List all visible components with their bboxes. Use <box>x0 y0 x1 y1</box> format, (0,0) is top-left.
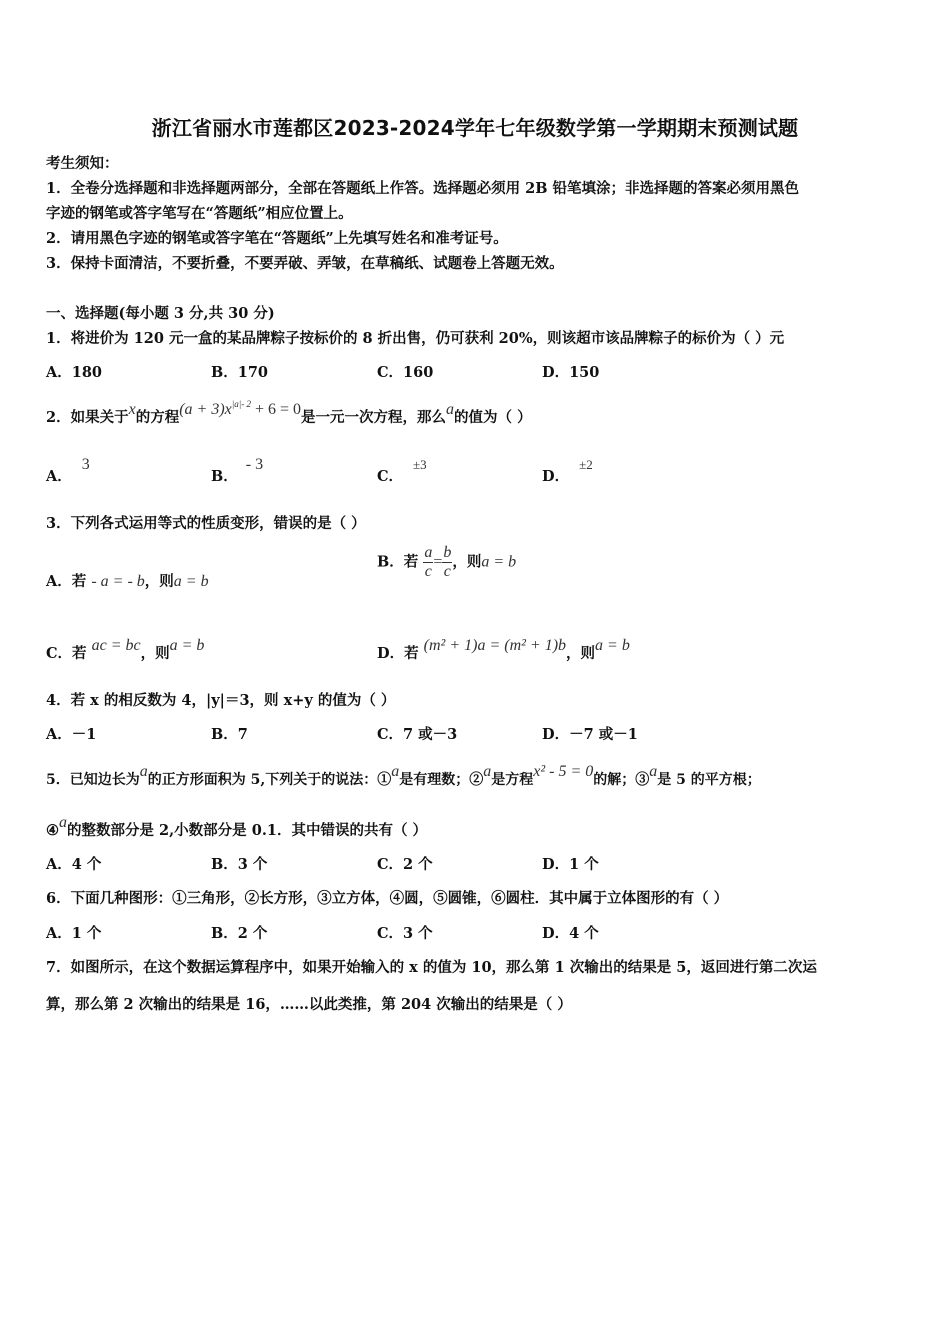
q5-var-a: a <box>483 763 492 780</box>
q3-option-c <box>46 637 205 663</box>
q5-text: 是 5 的平方根； <box>657 772 761 788</box>
q3-text: ，则 <box>144 573 174 590</box>
q3-text: ，则 <box>140 645 170 662</box>
q3-option-a <box>46 570 209 591</box>
q6-option-b: B．2 个 <box>211 925 268 942</box>
q2-option-value: ±3 <box>413 457 427 472</box>
question-7: 7．如图所示，在这个数据运算程序中，如果开始输入的 x 的值为 10，那么第 1 次输出的结果是 5，返回进行第二次运 <box>46 959 817 976</box>
q2-option-value: - 3 <box>245 456 264 473</box>
q3-option-d <box>377 637 630 663</box>
q2-option-b <box>211 456 264 486</box>
q3-option-label: D．若 <box>377 645 419 662</box>
q4-option-b: B．7 <box>211 726 248 743</box>
q2-option-value: 3 <box>81 456 90 473</box>
q3-text: ，则 <box>566 645 596 662</box>
q3-d-result: a = b <box>595 637 630 654</box>
q1-option-a: A．180 <box>46 364 103 381</box>
question-5 <box>46 763 761 789</box>
q3-b-equals: = <box>433 553 443 571</box>
q5-text: 5．已知边长为 <box>46 772 140 788</box>
q5-var-a: a <box>649 763 658 780</box>
question-1: 1．将进价为 120 元一盒的某品牌粽子按标价的 8 折出售，仍可获利 20%，则该超市该品牌粽子的标价为（ ）元 <box>46 330 785 347</box>
notice-item: 2．请用黑色字迹的钢笔或答字笔在“答题纸”上先填写姓名和准考证号。 <box>46 230 508 247</box>
q2-var-a: a <box>446 401 455 418</box>
notice-item: 字迹的钢笔或答字笔写在“答题纸”相应位置上。 <box>46 205 353 222</box>
notice-item: 3．保持卡面清洁，不要折叠，不要弄破、弄皱，在草稿纸、试题卷上答题无效。 <box>46 255 564 272</box>
q5-var-a: a <box>139 763 148 780</box>
q2-option-label: D． <box>542 468 570 485</box>
section-heading: 一、选择题(每小题 3 分,共 30 分) <box>46 305 275 322</box>
question-5-cont <box>46 814 428 840</box>
fraction-denominator: c <box>443 563 451 580</box>
q3-b-result: a = b <box>481 553 517 571</box>
q4-option-a: A．－1 <box>46 726 97 743</box>
fraction-numerator: b <box>443 544 452 561</box>
q6-option-c: C．3 个 <box>377 925 433 942</box>
q2-equation <box>179 401 301 418</box>
q3-option-b <box>377 544 516 581</box>
q2-option-label: C． <box>377 468 404 485</box>
q5-text: ④ <box>46 822 59 839</box>
q6-option-a: A．1 个 <box>46 925 102 942</box>
question-7-cont: 算，那么第 2 次输出的结果是 16，……以此类推，第 204 次输出的结果是（ ） <box>46 996 572 1013</box>
q1-option-c: C．160 <box>377 364 434 381</box>
q3-b-fraction <box>423 544 433 581</box>
q5-option-a: A．4 个 <box>46 856 102 873</box>
q6-option-d: D．4 个 <box>542 925 599 942</box>
q5-text: 的整数部分是 2,小数部分是 0.1．其中错误的共有（ ） <box>67 822 428 839</box>
q3-c-result: a = b <box>169 637 205 654</box>
q3-text: ，则 <box>452 553 482 571</box>
fraction-numerator: a <box>424 544 433 561</box>
q2-option-a <box>46 456 90 486</box>
question-3: 3．下列各式运用等式的性质变形，错误的是（ ） <box>46 515 366 532</box>
q3-b-fraction <box>442 544 452 581</box>
q2-eq-left: (a + 3)x <box>179 401 232 418</box>
fraction-denominator: c <box>424 563 432 580</box>
question-6: 6．下面几种图形：①三角形，②长方形，③立方体，④圆，⑤圆锥，⑥圆柱．其中属于立体图形的有（ ） <box>46 890 729 907</box>
q5-option-c: C．2 个 <box>377 856 433 873</box>
q3-option-label: A．若 <box>46 573 87 590</box>
q3-option-label: B．若 <box>377 553 419 571</box>
q2-option-d <box>542 457 593 486</box>
q2-eq-exponent: |a|- 2 <box>231 399 251 409</box>
q5-equation: x² - 5 = 0 <box>533 763 594 780</box>
q5-text: 的解；③ <box>593 772 650 788</box>
q3-option-label: C．若 <box>46 645 87 662</box>
question-4: 4．若 x 的相反数为 4，|y|＝3，则 x+y 的值为（ ） <box>46 692 396 709</box>
q1-option-d: D．150 <box>542 364 600 381</box>
q4-option-c: C．7 或－3 <box>377 726 458 743</box>
q5-text: 是方程 <box>491 772 534 788</box>
q2-text: 的方程 <box>135 409 180 426</box>
q2-eq-right: + 6 = 0 <box>250 401 302 418</box>
q3-a-expr: - a = - b <box>91 573 145 590</box>
q2-text: 的值为（ ） <box>454 409 532 426</box>
notice-item: 1．全卷分选择题和非选择题两部分，全部在答题纸上作答。选择题必须用 2B 铅笔填涂；非选择题的答案必须用黑色 <box>46 180 800 197</box>
q5-option-d: D．1 个 <box>542 856 599 873</box>
q2-option-label: A． <box>46 468 72 485</box>
q4-option-d: D．－7 或－1 <box>542 726 638 743</box>
q5-text: 的正方形面积为 5,下列关于的说法：① <box>147 772 392 788</box>
q1-option-b: B．170 <box>211 364 269 381</box>
q3-c-expr: ac = bc <box>91 637 141 654</box>
notice-heading: 考生须知： <box>46 155 119 172</box>
q5-option-b: B．3 个 <box>211 856 268 873</box>
q5-var-a: a <box>59 814 67 831</box>
q2-option-label: B． <box>211 468 238 485</box>
q5-var-a: a <box>391 763 400 780</box>
q2-option-value: ±2 <box>579 457 593 472</box>
question-2 <box>46 399 532 427</box>
page-title: 浙江省丽水市莲都区2023-2024学年七年级数学第一学期期末预测试题 <box>151 116 799 140</box>
q2-text: 2．如果关于 <box>46 409 129 426</box>
q3-d-expr: (m² + 1)a = (m² + 1)b <box>423 637 567 654</box>
q5-text: 是有理数；② <box>399 772 484 788</box>
q2-option-c <box>377 457 427 486</box>
q2-text: 是一元一次方程，那么 <box>301 409 447 426</box>
q3-a-result: a = b <box>173 573 209 590</box>
q2-var-x: x <box>128 401 136 418</box>
